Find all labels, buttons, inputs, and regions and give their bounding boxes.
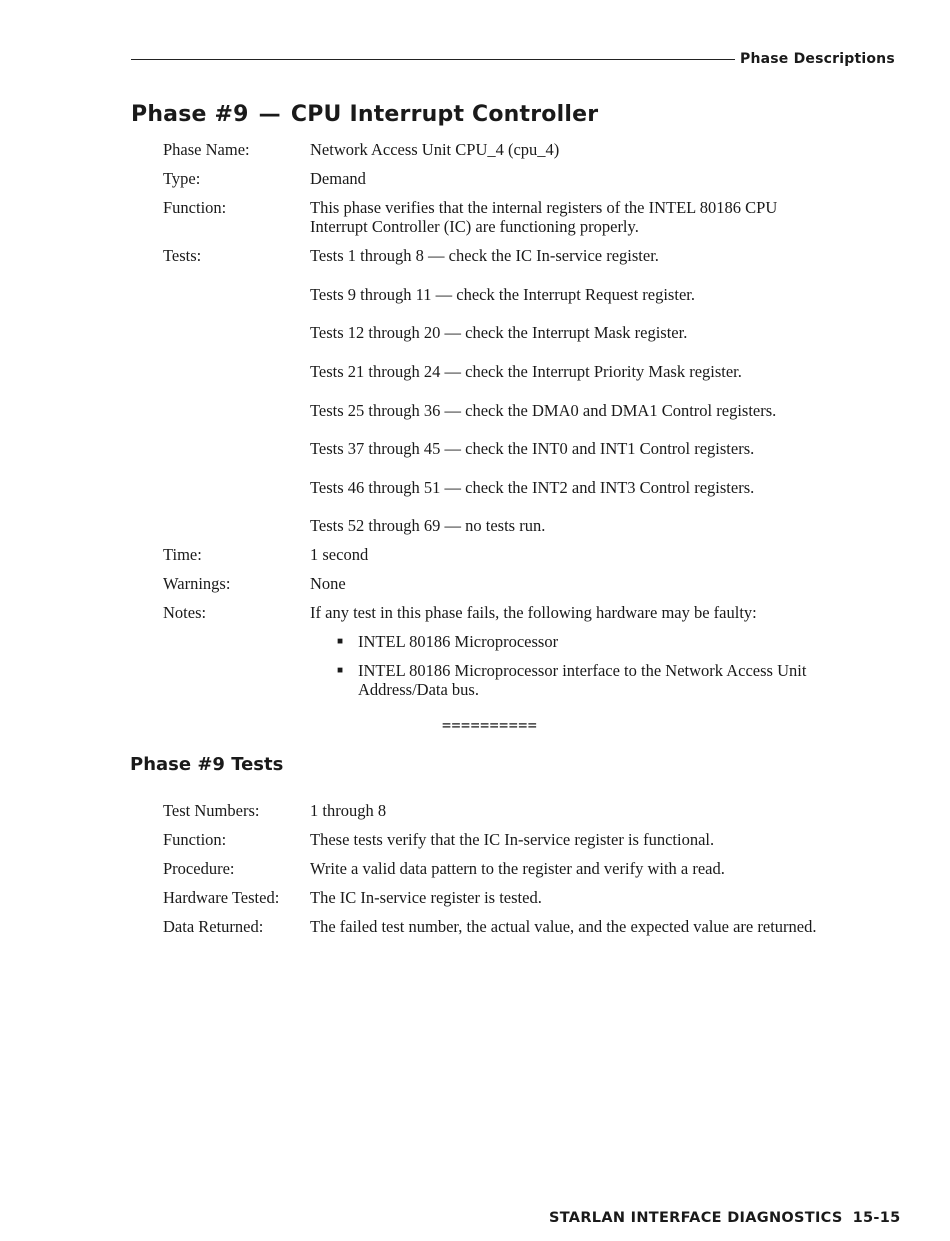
test-function-value: These tests verify that the IC In-service register is functional. [310, 830, 715, 849]
bullet-icon: ■ [337, 665, 344, 676]
phase-name-value: Network Access Unit CPU_4 (cpu_4) [310, 140, 560, 159]
notes-value: If any test in this phase fails, the following hardware may be faulty: [310, 603, 757, 622]
test-range-item: Tests 21 through 24 — check the Interrupt Priority Mask register. [310, 362, 742, 381]
hardware-tested-value: The IC In-service register is tested. [310, 888, 542, 907]
notes-label: Notes: [163, 603, 207, 622]
header-rule [131, 59, 735, 60]
time-label: Time: [163, 545, 202, 564]
footer-title: STARLAN INTERFACE DIAGNOSTICS [549, 1210, 843, 1226]
type-label: Type: [163, 169, 201, 188]
test-range-item: Tests 9 through 11 — check the Interrupt Request register. [310, 285, 695, 304]
test-range-item: Tests 25 through 36 — check the DMA0 and DMA1 Control registers. [310, 401, 777, 420]
test-numbers-value: 1 through 8 [310, 801, 387, 820]
page-number: 15-15 [852, 1210, 901, 1226]
data-returned-value: The failed test number, the actual value, and the expected value are returned. [310, 917, 817, 936]
warnings-value: None [310, 574, 346, 593]
warnings-label: Warnings: [163, 574, 231, 593]
phase-name-heading: CPU Interrupt Controller [290, 102, 599, 127]
title-dash: — [258, 102, 281, 127]
time-value: 1 second [310, 545, 369, 564]
page-footer [549, 1210, 900, 1226]
phase-title [131, 102, 598, 127]
procedure-label: Procedure: [163, 859, 235, 878]
running-header: Phase Descriptions [740, 51, 895, 67]
function-value: This phase verifies that the internal registers of the INTEL 80186 CPU Interrupt Controller (IC) are functioning properly. [310, 198, 778, 236]
notes-bullet-item: INTEL 80186 Microprocessor interface to the Network Access Unit Address/Data bus. [358, 661, 807, 699]
hardware-tested-label: Hardware Tested: [163, 888, 280, 907]
type-value: Demand [310, 169, 366, 188]
test-range-item: Tests 52 through 69 — no tests run. [310, 516, 546, 535]
test-range-item: Tests 12 through 20 — check the Interrupt Mask register. [310, 323, 688, 342]
phase-name-label: Phase Name: [163, 140, 250, 159]
procedure-value: Write a valid data pattern to the register and verify with a read. [310, 859, 725, 878]
test-numbers-label: Test Numbers: [163, 801, 260, 820]
phase-number: Phase #9 [131, 102, 249, 127]
bullet-icon: ■ [337, 636, 344, 647]
data-returned-label: Data Returned: [163, 917, 264, 936]
test-range-item: Tests 37 through 45 — check the INT0 and INT1 Control registers. [310, 439, 755, 458]
test-range-item: Tests 1 through 8 — check the IC In-service register. [310, 246, 659, 265]
function-label: Function: [163, 198, 227, 217]
test-range-item: Tests 46 through 51 — check the INT2 and INT3 Control registers. [310, 478, 755, 497]
notes-bullet-item: INTEL 80186 Microprocessor [358, 632, 559, 651]
tests-heading: Phase #9 Tests [130, 754, 284, 775]
test-function-label: Function: [163, 830, 227, 849]
tests-label: Tests: [163, 246, 202, 265]
section-divider: ========== [442, 716, 538, 734]
